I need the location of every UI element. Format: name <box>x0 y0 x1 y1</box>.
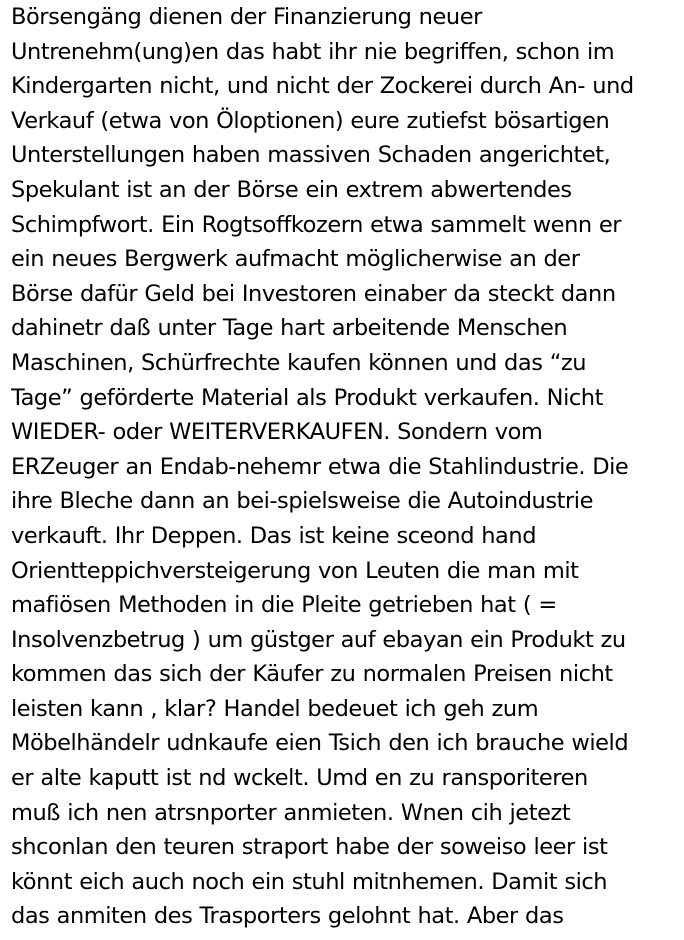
text-line: Tage” geförderte Material als Produkt verkaufen. Nicht <box>11 384 603 411</box>
text-line: Untrenehm(ung)en das habt ihr nie begriffen, schon im <box>11 38 615 65</box>
text-line: Insolvenzbetrug ) um güstger auf ebayan ein Produkt zu <box>11 626 626 653</box>
text-line: Kindergarten nicht, und nicht der Zockerei durch An- und <box>11 73 634 100</box>
text-line: Orientteppichversteigerung von Leuten die man mit <box>11 557 579 584</box>
text-line: Spekulant ist an der Börse ein extrem abwertendes <box>11 176 572 203</box>
text-line: leisten kann , klar? Handel bedeuet ich geh zum <box>11 695 539 722</box>
text-line: WIEDER- oder WEITERVERKAUFEN. Sondern vom <box>11 419 543 446</box>
text-line: Maschinen, Schürfrechte kaufen können und das “zu <box>11 349 587 376</box>
text-line: shconlan den teuren straport habe der soweiso leer ist <box>11 834 608 861</box>
text-line: Verkauf (etwa von Öloptionen) eure zutiefst bösartigen <box>11 107 610 134</box>
text-line: dahinetr daß unter Tage hart arbeitende Menschen <box>11 315 568 342</box>
text-line: könnt eich auch noch ein stuhl mitnhemen. Damit sich <box>11 868 608 895</box>
text-line: das anmiten des Trasporters gelohnt hat. Aber das <box>11 903 564 930</box>
text-line: mafiösen Methoden in die Pleite getrieben hat ( = <box>11 592 557 619</box>
text-line: muß ich nen atrsnporter anmieten. Wnen cih jetezt <box>11 799 571 826</box>
text-line: ERZeuger an Endab-nehemr etwa die Stahlindustrie. Die <box>11 453 629 480</box>
text-line: Börse dafür Geld bei Investoren einaber da steckt dann <box>11 280 616 307</box>
text-line: Möbelhändelr udnkaufe eien Tsich den ich brauche wield <box>11 730 629 757</box>
text-line: Börsengäng dienen der Finanzierung neuer <box>11 4 482 30</box>
text-line: verkauft. Ihr Deppen. Das ist keine sceond hand <box>11 522 537 549</box>
document-page <box>11 0 681 940</box>
text-line: ihre Bleche dann an bei-spielsweise die Autoindustrie <box>11 488 594 515</box>
text-line: kommen das sich der Käufer zu normalen Preisen nicht <box>11 661 613 688</box>
text-line: Unterstellungen haben massiven Schaden angerichtet, <box>11 142 611 169</box>
text-line: Schimpfwort. Ein Rogtsoffkozern etwa sammelt wenn er <box>11 211 622 238</box>
text-line: ein neues Bergwerk aufmacht möglicherwise an der <box>11 246 580 273</box>
text-line: er alte kaputt ist nd wckelt. Umd en zu ransporiteren <box>11 765 588 792</box>
